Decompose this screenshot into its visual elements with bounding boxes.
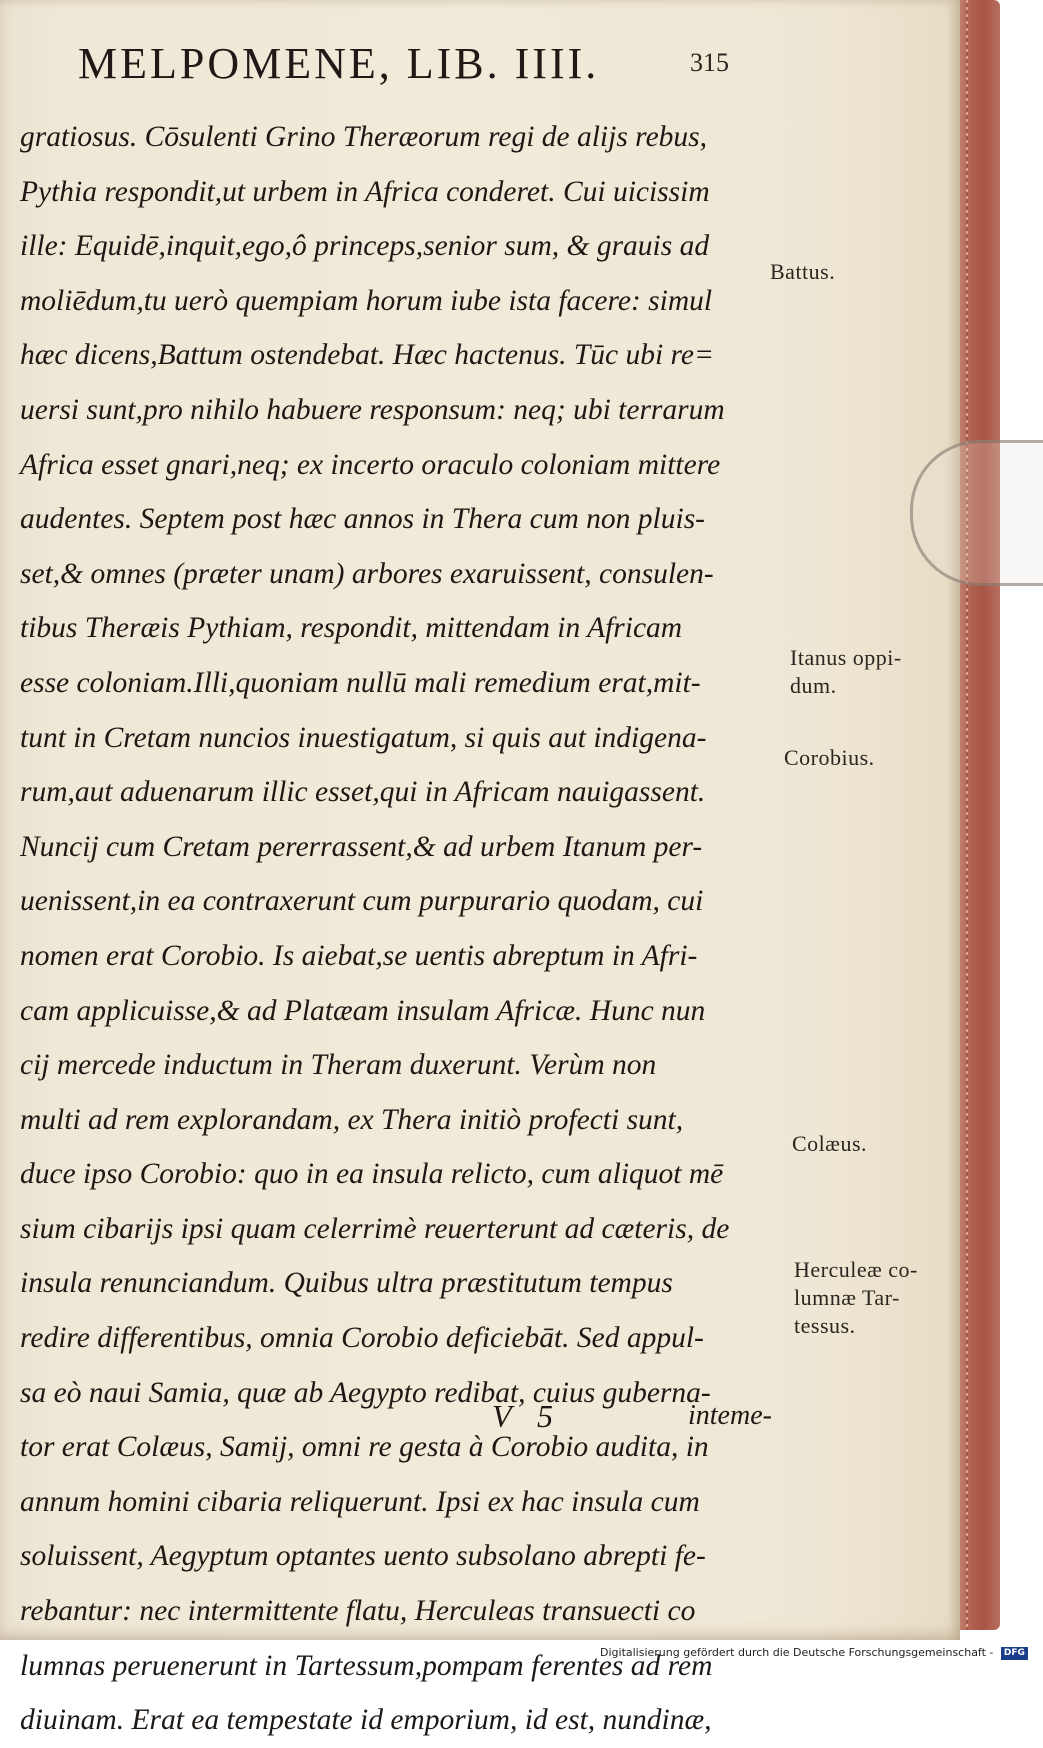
text-line: duce ipso Corobio: quo in ea insula relicto, cum aliquot mē	[20, 1158, 724, 1191]
text-line: uersi sunt,pro nihilo habuere responsum: neq; ubi terrarum	[20, 393, 725, 426]
page-number: 315	[690, 48, 729, 77]
text-line: Nuncij cum Cretam pererrassent,& ad urbem Itanum per-	[20, 830, 703, 863]
text-line: tunt in Cretam nuncios inuestigatum, si quis aut indigena-	[20, 721, 707, 754]
text-line: set,& omnes (præter unam) arbores exaruissent, consulen-	[20, 557, 714, 590]
signature-mark: V 5	[492, 1398, 553, 1434]
text-line: multi ad rem explorandam, ex Thera initiò profecti sunt,	[20, 1103, 684, 1136]
text-line: rum,aut aduenarum illic esset,qui in Africam nauigassent.	[20, 776, 706, 809]
text-line: tor erat Colæus, Samij, omni re gesta à Corobio audita, in	[20, 1431, 709, 1464]
text-line: nomen erat Corobio. Is aiebat,se uentis abreptum in Afri-	[20, 939, 698, 972]
text-line: rebantur: nec intermittente flatu, Herculeas transuecti co	[20, 1595, 696, 1628]
text-line: cij mercede inductum in Theram duxerunt. Verùm non	[20, 1049, 657, 1082]
dfg-logo-icon: DFG	[1001, 1647, 1028, 1660]
margin-note-herculeae: Herculeæ co- lumnæ Tar- tessus.	[794, 1257, 918, 1338]
text-line: sa eò naui Samia, quæ ab Aegypto redibat, cuius guberna-	[20, 1376, 711, 1409]
text-line: lumnas peruenerunt in Tartessum,pompam ferentes ad rem	[20, 1649, 713, 1682]
book-page-edge	[960, 0, 1000, 1630]
digitization-credit-text: Digitalisierung gefördert durch die Deutsche Forschungsgemeinschaft -	[600, 1646, 994, 1659]
text-line: Pythia respondit,ut urbem in Africa conderet. Cui uicissim	[20, 175, 710, 208]
digitization-credit	[600, 1644, 1025, 1662]
margin-note-battus: Battus.	[770, 259, 836, 284]
text-line: Africa esset gnari,neq; ex incerto oraculo coloniam mittere	[20, 448, 721, 481]
margin-note-itanus: Itanus oppi- dum.	[790, 645, 902, 698]
text-line: uenissent,in ea contraxerunt cum purpurario quodam, cui	[20, 885, 704, 918]
text-line: hæc dicens,Battum ostendebat. Hæc hactenus. Tūc ubi re=	[20, 339, 714, 372]
text-line: soluissent, Aegyptum optantes uento subsolano abrepti fe-	[20, 1540, 706, 1573]
text-line: audentes. Septem post hæc annos in Thera cum non pluis-	[20, 503, 705, 536]
body-text	[20, 110, 780, 1748]
margin-note-corobius: Corobius.	[784, 745, 875, 770]
text-line: ille: Equidē,inquit,ego,ô princeps,senior sum, & grauis ad	[20, 230, 710, 263]
text-line: cam applicuisse,& ad Platæam insulam Africæ. Hunc nun	[20, 994, 706, 1027]
text-line: insula renunciandum. Quibus ultra præstitutum tempus	[20, 1267, 673, 1300]
page-clip	[910, 440, 1043, 586]
text-line: tibus Theræis Pythiam, respondit, mittendam in Africam	[20, 612, 683, 645]
text-line: gratiosus. Cōsulenti Grino Theræorum regi de alijs rebus,	[20, 121, 708, 153]
text-line: esse coloniam.Illi,quoniam nullū mali remedium erat,mit-	[20, 666, 701, 699]
text-line: moliēdum,tu uerò quempiam horum iube ista facere: simul	[20, 284, 713, 317]
text-line: diuinam. Erat ea tempestate id emporium, id est, nundinæ,	[20, 1704, 712, 1737]
running-title: MELPOMENE, LIB. IIII.	[78, 39, 600, 88]
margin-note-colaeus: Colæus.	[792, 1131, 868, 1156]
text-line: redire differentibus, omnia Corobio deficiebāt. Sed appul-	[20, 1322, 704, 1355]
text-line: sium cibarijs ipsi quam celerrimè reuerterunt ad cæteris, de	[20, 1212, 730, 1245]
catchword: inteme-	[688, 1400, 772, 1431]
text-line: annum homini cibaria reliquerunt. Ipsi ex hac insula cum	[20, 1485, 700, 1518]
